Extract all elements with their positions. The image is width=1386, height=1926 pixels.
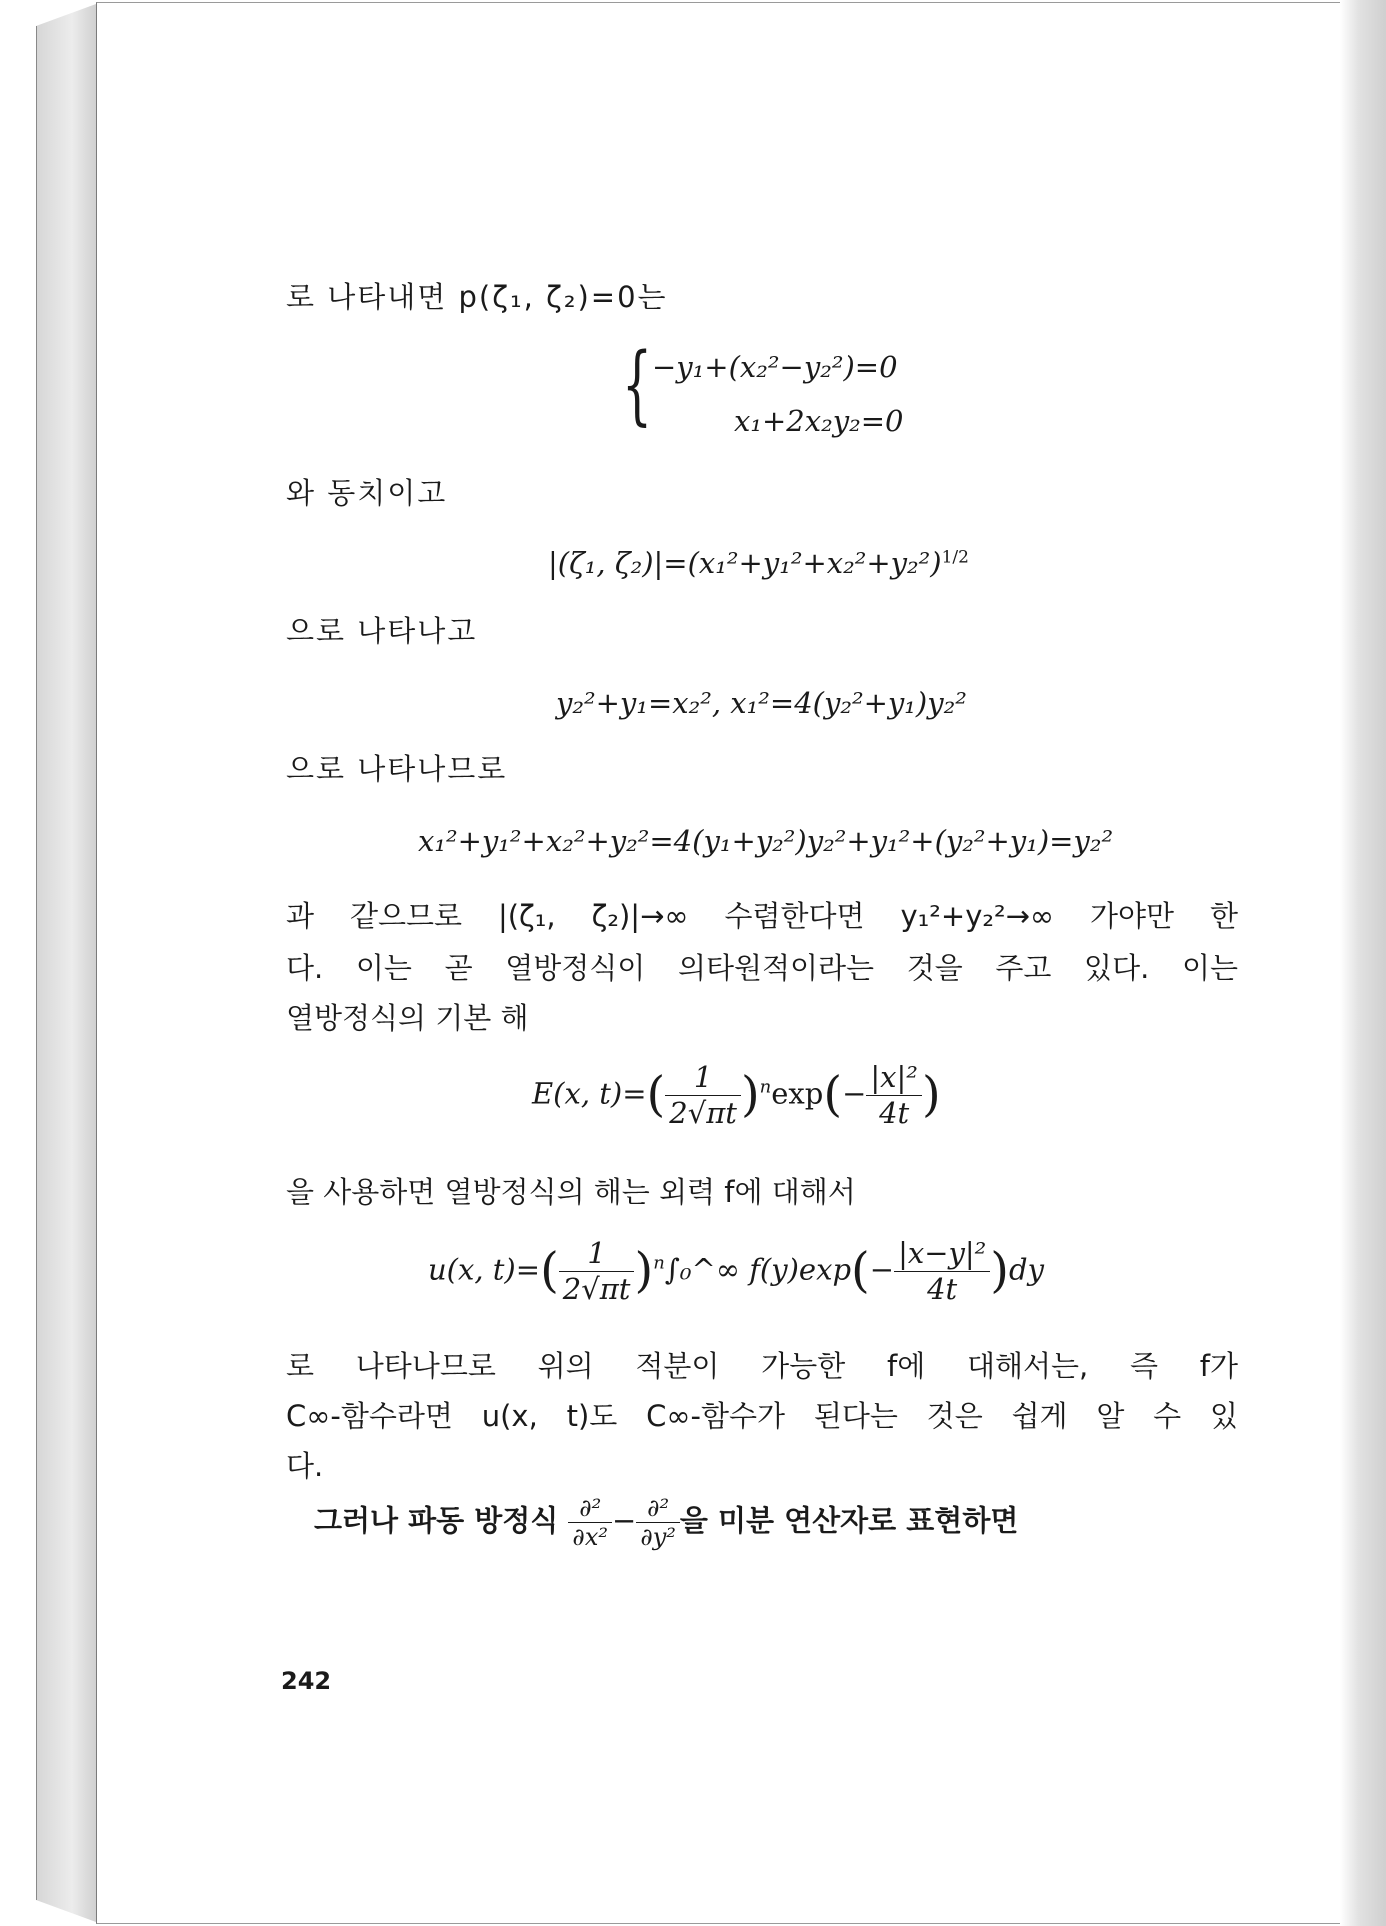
para3-den-y: ∂y² [640,1523,676,1551]
para3-num-y: ∂² [636,1494,680,1523]
eqE-rparen: ) [740,1066,760,1123]
spine-edge [36,26,37,1900]
para3-fraction-x [568,1494,612,1551]
eqE-rparen2: ) [921,1066,941,1123]
equ-rparen: ) [634,1242,654,1299]
para3-line [314,1494,1018,1551]
text-line-4: 으로 나타나므로 [286,752,508,786]
para3-minus: − [612,1503,637,1538]
equ-minus: − [869,1252,895,1287]
equ-integral: ∫₀^∞ f(y)exp [664,1252,852,1287]
system-brace: { [622,335,653,435]
equation-abs [548,546,969,581]
equ-fraction [559,1236,635,1307]
page-number: 242 [281,1667,332,1695]
eqE-lparen: ( [646,1066,666,1123]
text-line-3: 으로 나타나고 [286,614,478,648]
equation-u [428,1236,1044,1307]
book-spine [36,4,96,1922]
equ-dy: dy [1009,1252,1044,1287]
eqE-denominator2: 4t [879,1095,910,1130]
equ-numerator2: |x−y|² [894,1236,990,1272]
eqE-numerator: 1 [665,1060,741,1096]
para1-line-a: 과 같으므로 |(ζ₁, ζ₂)|→∞ 수렴한다면 y₁²+y₂²→∞ 가야만 한 [286,899,1238,933]
eqE-fraction2 [866,1060,922,1131]
equ-lparen: ( [540,1242,559,1299]
para3-end: 을 미분 연산자로 표현하면 [679,1503,1019,1538]
equ-denominator: 2√πt [562,1271,631,1306]
equation-abs-exponent: 1/2 [941,547,969,568]
equ-lhs: u(x, t)= [428,1252,541,1287]
equ-numerator: 1 [559,1236,635,1272]
para2-line-b: C∞-함수라면 u(x, t)도 C∞-함수가 된다는 것은 쉽게 알 수 있 [286,1399,1238,1433]
eqE-exp: exp [771,1076,824,1111]
para2-line-c: 다. [286,1449,324,1483]
equ-power: n [653,1252,665,1274]
para3-fraction-y [636,1494,680,1551]
para1-line-c: 열방정식의 기본 해 [286,1001,529,1035]
eqE-power: n [759,1076,772,1098]
eqE-minus: − [842,1076,867,1111]
equation-E [532,1060,941,1131]
page-edge-shadow [1340,0,1386,1926]
para2-line-a: 로 나타나므로 위의 적분이 가능한 f에 대해서는, 즉 f가 [286,1349,1238,1383]
text-line-1: 로 나타내면 p(ζ₁, ζ₂)=0는 [286,280,668,314]
eqE-lparen2: ( [823,1066,843,1123]
text-line-5: 을 사용하면 열방정식의 해는 외력 f에 대해서 [286,1175,856,1209]
para3-den-x: ∂x² [572,1523,608,1551]
text-line-2: 와 동치이고 [286,476,448,510]
equation-sum: x₁²+y₁²+x₂²+y₂²=4(y₁+y₂²)y₂²+y₁²+(y₂²+y₁)=y₂² [418,824,1114,858]
para1-line-b: 다. 이는 곧 열방정식이 의타원적이라는 것을 주고 있다. 이는 [286,951,1238,985]
para3-start: 그러나 파동 방정식 [314,1503,559,1538]
eqE-lhs: E(x, t)= [532,1076,647,1111]
equ-denominator2: 4t [927,1271,958,1306]
equ-fraction2 [894,1236,990,1307]
equ-rparen2: ) [990,1242,1010,1299]
equ-lparen2: ( [851,1242,870,1299]
eqE-denominator: 2√πt [669,1095,737,1130]
equation-abs-body: |(ζ₁, ζ₂)|=(x₁²+y₁²+x₂²+y₂²) [548,546,942,580]
system-eq-2: x₁+2x₂y₂=0 [734,404,904,438]
eqE-numerator2: |x|² [866,1060,922,1096]
eqE-fraction [665,1060,741,1131]
para3-num-x: ∂² [568,1494,612,1523]
equation-y: y₂²+y₁=x₂², x₁²=4(y₂²+y₁)y₂² [556,686,967,720]
system-eq-1: −y₁+(x₂²−y₂²)=0 [652,350,898,384]
